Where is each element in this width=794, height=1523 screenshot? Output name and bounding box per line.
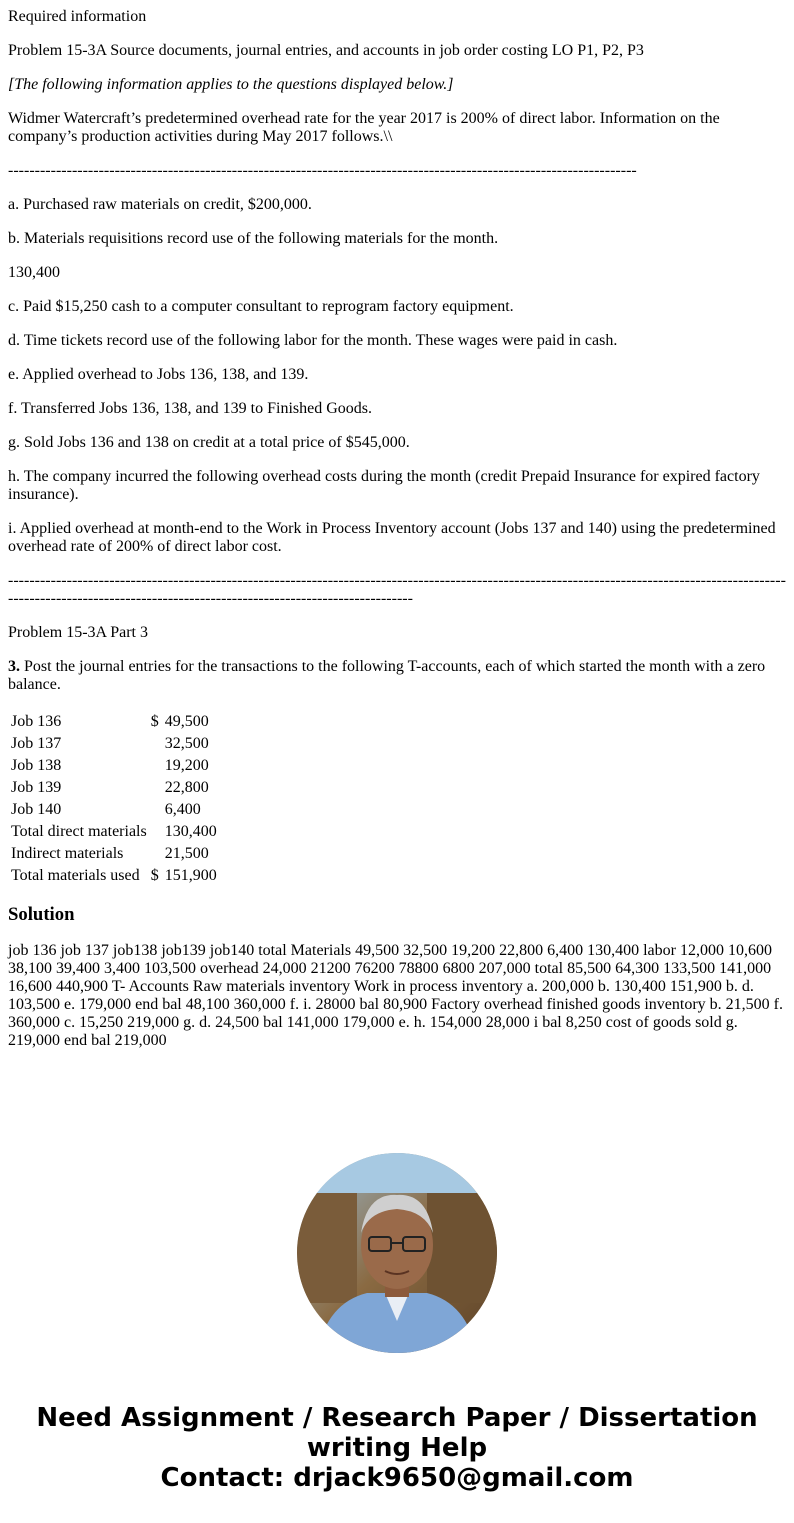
- materials-row-amount: 19,200: [164, 757, 209, 774]
- item-b: b. Materials requisitions record use of the following materials for the month.: [8, 230, 499, 247]
- materials-row: [10, 734, 218, 754]
- materials-row-label: Job 137: [11, 735, 62, 752]
- item-b-value: 130,400: [8, 264, 60, 281]
- materials-row-currency: $: [150, 713, 159, 730]
- materials-row-label: Total materials used: [11, 867, 140, 884]
- materials-row-currency: [150, 756, 162, 776]
- solution-heading: Solution: [8, 904, 75, 925]
- promo-line-2: writing Help: [306, 1433, 488, 1463]
- materials-row-amount: 21,500: [164, 845, 209, 862]
- materials-row-currency: [150, 800, 162, 820]
- materials-row-amount: 49,500: [164, 713, 209, 730]
- item-i: i. Applied overhead at month-end to the Work in Process Inventory account (Jobs 137 and 140) using the predetermined overhead rate of 200% of direct labor cost.: [8, 520, 776, 555]
- materials-row: [10, 866, 218, 886]
- materials-row-label: Indirect materials: [11, 845, 124, 862]
- author-portrait-image: [297, 1153, 497, 1353]
- materials-row: [10, 756, 218, 776]
- materials-row-label: Job 139: [11, 779, 62, 796]
- question-number: 3.: [8, 658, 20, 675]
- promo-contact: Contact: drjack9650@gmail.com: [160, 1463, 634, 1493]
- materials-row: [10, 778, 218, 798]
- divider-1: ----------------------------------------------------------------------------------------------------------------------: [8, 162, 637, 179]
- required-information-header: Required information: [8, 8, 147, 25]
- materials-row: [10, 800, 218, 820]
- materials-row-amount: 130,400: [164, 823, 217, 840]
- item-f: f. Transferred Jobs 136, 138, and 139 to Finished Goods.: [8, 400, 372, 417]
- materials-row-label: Job 140: [11, 801, 62, 818]
- materials-row-currency: [150, 844, 162, 864]
- materials-row-amount: 151,900: [164, 867, 217, 884]
- materials-row-amount: 22,800: [164, 779, 209, 796]
- materials-row-currency: [150, 822, 162, 842]
- promo-banner: [0, 1403, 794, 1493]
- promo-line-1: Need Assignment / Research Paper / Dissertation: [36, 1403, 758, 1433]
- divider-2: ------------------------------------------------------------------------------------------------------------------------------------------------------------------------------------------------------------------------------: [8, 572, 786, 607]
- problem-title: Problem 15-3A Source documents, journal entries, and accounts in job order costing LO P1, P2, P3: [8, 42, 644, 59]
- question-3: [8, 658, 786, 694]
- materials-row-label: Job 138: [11, 757, 62, 774]
- materials-row: [10, 712, 218, 732]
- problem-intro: Widmer Watercraft’s predetermined overhead rate for the year 2017 is 200% of direct labor. Information on the company’s production activities during May 2017 follows.\\: [8, 110, 720, 145]
- item-g: g. Sold Jobs 136 and 138 on credit at a total price of $545,000.: [8, 434, 410, 451]
- materials-row-label: Total direct materials: [11, 823, 147, 840]
- materials-row-currency: $: [150, 867, 159, 884]
- item-c: c. Paid $15,250 cash to a computer consultant to reprogram factory equipment.: [8, 298, 514, 315]
- solution-text: job 136 job 137 job138 job139 job140 total Materials 49,500 32,500 19,200 22,800 6,400 130,400 labor 12,000 10,600 38,100 39,400 3,400 103,500 overhead 24,000 21200 76200 78800 6800 207,000 total 85,500 64,300 133,500 141,000 16,600 440,900 T- Accounts Raw materials inventory Work in process inventory a. 200,000 b. 130,400 151,900 b. d. 103,500 e. 179,000 end bal 48,100 360,000 f. i. 28000 bal 80,900 Factory overhead finished goods inventory b. 21,500 f. 360,000 c. 15,250 219,000 g. d. 24,500 bal 141,000 179,000 e. h. 154,000 28,000 i bal 8,250 cost of goods sold g. 219,000 end bal 219,000: [8, 942, 783, 1049]
- materials-row-currency: [150, 734, 162, 754]
- item-e: e. Applied overhead to Jobs 136, 138, and 139.: [8, 366, 309, 383]
- materials-row-currency: [150, 778, 162, 798]
- item-h: h. The company incurred the following overhead costs during the month (credit Prepaid Insurance for expired factory insurance).: [8, 468, 760, 503]
- materials-row: [10, 822, 218, 842]
- materials-table: [8, 710, 220, 888]
- materials-row: [10, 844, 218, 864]
- item-a: a. Purchased raw materials on credit, $200,000.: [8, 196, 312, 213]
- author-avatar: [297, 1153, 497, 1353]
- item-d: d. Time tickets record use of the following labor for the month. These wages were paid in cash.: [8, 332, 618, 349]
- part-title: Problem 15-3A Part 3: [8, 624, 148, 641]
- applies-note: [The following information applies to the questions displayed below.]: [8, 76, 454, 93]
- materials-row-amount: 6,400: [164, 801, 201, 818]
- materials-row-amount: 32,500: [164, 735, 209, 752]
- question-text: Post the journal entries for the transactions to the following T-accounts, each of which started the month with a zero balance.: [8, 658, 766, 693]
- materials-row-label: Job 136: [11, 713, 62, 730]
